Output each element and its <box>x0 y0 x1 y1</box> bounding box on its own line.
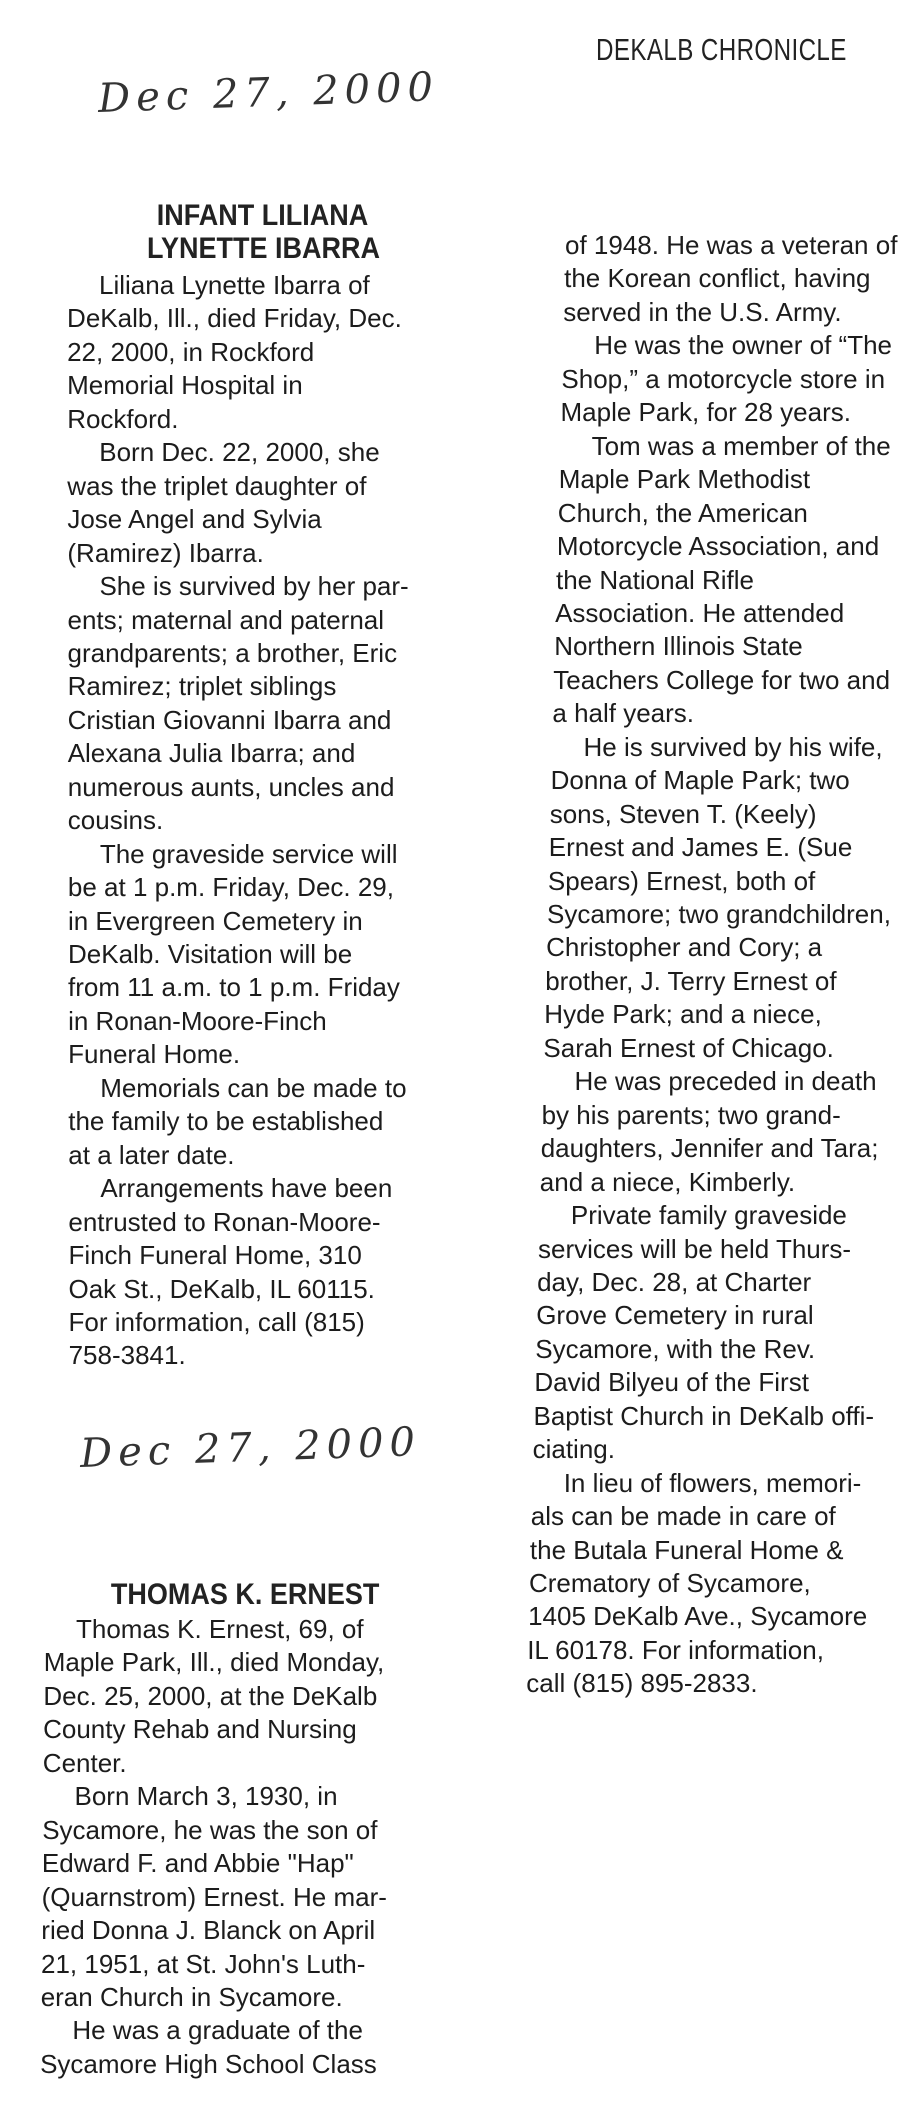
obituary-text-line: Rockford. <box>67 403 179 434</box>
obituary-text-line: ents; maternal and paternal <box>67 604 385 635</box>
obituary-text-line: was the triplet daughter of <box>67 470 367 501</box>
obituary-text-line: als can be made in care of <box>530 1501 836 1532</box>
obituary-text-line: served in the U.S. Army. <box>563 296 842 327</box>
obituary-text-line: and a niece, Kimberly. <box>539 1166 796 1197</box>
obituary-text-line: Liliana Lynette Ibarra of <box>99 270 370 300</box>
obituary-text-line: (Quarnstrom) Ernest. He mar- <box>41 1881 387 1912</box>
obituary-text-line: Private family graveside <box>570 1200 847 1231</box>
obituary-text-line: of 1948. He was a veteran of <box>565 230 898 260</box>
obituary-text-line: numerous aunts, uncles and <box>67 771 395 802</box>
obituary-text-line: The graveside service will <box>99 838 398 869</box>
obituary-text-line: David Bilyeu of the First <box>534 1367 809 1398</box>
obituary-text-line: ciating. <box>532 1434 615 1465</box>
obituary-text-line: Thomas K. Ernest, 69, of <box>76 1614 364 1644</box>
obituary-text-line: Northern Illinois State <box>554 631 803 662</box>
obituary-text-line: the family to be established <box>68 1106 384 1137</box>
obituary-text-line: He was preceded in death <box>574 1066 877 1097</box>
obituary-text-line: County Rehab and Nursing <box>43 1714 357 1745</box>
obituary-text-line: a half years. <box>552 698 695 729</box>
obituary-text-line: Sycamore High School Class <box>40 2048 377 2079</box>
obituary-text-line: Sycamore; two grandchildren, <box>547 899 891 929</box>
obituary-text-line: She is survived by her par- <box>99 571 409 602</box>
obituary-text-line: at a later date. <box>68 1139 235 1170</box>
obituary-text-line: day, Dec. 28, at Charter <box>537 1266 812 1297</box>
handwritten-date: Dec 27, 2000 <box>97 64 440 122</box>
obituary-text-line: daughters, Jennifer and Tara; <box>540 1133 879 1164</box>
obituary-text-line: Arrangements have been <box>100 1173 393 1204</box>
obituary-text-line: entrusted to Ronan-Moore- <box>68 1206 381 1237</box>
masthead: DEKALB CHRONICLE <box>596 32 847 67</box>
obituary-text-line: Association. He attended <box>555 597 845 628</box>
obituary-text-line: sons, Steven T. (Keely) <box>549 798 817 829</box>
obituary-text-line: Crematory of Sycamore, <box>529 1568 811 1598</box>
obituary-text-line: Shop,” a motorcycle store in <box>561 363 886 394</box>
obituary-text-line: Dec. 25, 2000, at the DeKalb <box>43 1680 378 1711</box>
obituary-text-line: Ernest and James E. (Sue <box>548 832 853 863</box>
obituary-text-line: Donna of Maple Park; two <box>550 765 850 796</box>
obituary-text-line: brother, J. Terry Ernest of <box>545 965 837 996</box>
obituary-text-line: He was a graduate of the <box>72 2015 363 2046</box>
obituary-text-line: Cristian Giovanni Ibarra and <box>67 704 392 735</box>
obituary-text-line: DeKalb, Ill., died Friday, Dec. <box>67 303 402 334</box>
obituary-text-line: 1405 DeKalb Ave., Sycamore <box>528 1601 868 1632</box>
obituary-title: LYNETTE IBARRA <box>147 232 381 266</box>
obituary-text-line: Finch Funeral Home, 310 <box>68 1240 362 1271</box>
obituary-text-line: He is survived by his wife, <box>583 731 883 762</box>
obituary-text-line: Ramirez; triplet siblings <box>67 671 337 702</box>
obituary-text-line: call (815) 895-2833. <box>526 1668 758 1699</box>
obituary-text-line: in Ronan-Moore-Finch <box>68 1005 327 1036</box>
obituary-text-line: Oak St., DeKalb, IL 60115. <box>68 1273 375 1304</box>
obituary-text-line: Center. <box>42 1747 127 1778</box>
obituary-text-line: Jose Angel and Sylvia <box>67 504 322 535</box>
obituary-text-line: Baptist Church in DeKalb offi- <box>533 1400 875 1431</box>
obituary-text-line: ried Donna J. Blanck on April <box>41 1915 376 1946</box>
obituary-text-line: the Korean conflict, having <box>564 263 871 294</box>
obituary-text-line: by his parents; two grand- <box>541 1099 841 1130</box>
obituary-text-line: (Ramirez) Ibarra. <box>67 537 264 568</box>
obituary-text-line: Tom was a member of the <box>591 430 891 461</box>
obituary-text-line: from 11 a.m. to 1 p.m. Friday <box>68 972 400 1003</box>
obituary-text-line: Christopher and Cory; a <box>546 932 823 963</box>
obituary-text-line: Sarah Ernest of Chicago. <box>543 1032 834 1063</box>
obituary-text-line: Motorcycle Association, and <box>556 531 880 562</box>
obituary-text-line: be at 1 p.m. Friday, Dec. 29, <box>67 872 394 903</box>
obituary-text-line: grandparents; a brother, Eric <box>67 637 398 668</box>
obituary-text-line: cousins. <box>67 805 164 836</box>
obituary-text-line: IL 60178. For information, <box>527 1634 824 1665</box>
obituary-text-line: Alexana Julia Ibarra; and <box>67 738 356 769</box>
obituary-title: THOMAS K. ERNEST <box>110 1578 380 1611</box>
obituary-text-line: Memorial Hospital in <box>67 370 303 401</box>
obituary-text-line: Spears) Ernest, both of <box>547 865 816 896</box>
obituary-text-line: Edward F. and Abbie "Hap" <box>41 1848 354 1879</box>
obituary-text-line: Teachers College for two and <box>553 664 891 695</box>
obituary-text-line: in Evergreen Cemetery in <box>67 905 363 936</box>
obituary-text-line: Maple Park, Ill., died Monday, <box>43 1647 385 1678</box>
obituary-text-line: Sycamore, with the Rev. <box>535 1333 816 1364</box>
obituary-text-line: Maple Park Methodist <box>558 464 811 495</box>
obituary-text-line: Funeral Home. <box>68 1039 241 1070</box>
obituary-text-line: Born March 3, 1930, in <box>74 1781 338 1812</box>
obituary-text-line: 21, 1951, at St. John's Luth- <box>41 1948 366 1979</box>
obituary-text-line: DeKalb. Visitation will be <box>68 939 353 969</box>
obituary-text-line: Memorials can be made to <box>100 1072 407 1103</box>
obituary-text-line: In lieu of flowers, memori- <box>563 1467 862 1498</box>
obituary-text-line: Sycamore, he was the son of <box>42 1814 378 1845</box>
obituary-title: INFANT LILIANA <box>156 199 369 232</box>
obituary-text-line: Church, the American <box>557 497 808 528</box>
obituary-text-line: For information, call (815) <box>68 1306 365 1337</box>
obituary-text-line: 22, 2000, in Rockford <box>67 336 315 367</box>
obituary-text-line: eran Church in Sycamore. <box>40 1981 343 2012</box>
obituary-text-line: Grove Cemetery in rural <box>536 1300 814 1331</box>
obituary-text-line: the National Rifle <box>556 564 754 595</box>
obituary-text-line: Born Dec. 22, 2000, she <box>99 437 380 468</box>
obituary-text-line: the Butala Funeral Home & <box>529 1534 844 1565</box>
obituary-text-line: 758-3841. <box>68 1340 186 1371</box>
handwritten-date: Dec 27, 2000 <box>79 1419 422 1477</box>
obituary-text-line: Hyde Park; and a niece, <box>544 999 822 1030</box>
obituary-text-line: He was the owner of “The <box>594 330 892 361</box>
obituary-text-line: services will be held Thurs- <box>538 1233 852 1264</box>
obituary-text-line: Maple Park, for 28 years. <box>560 397 851 428</box>
